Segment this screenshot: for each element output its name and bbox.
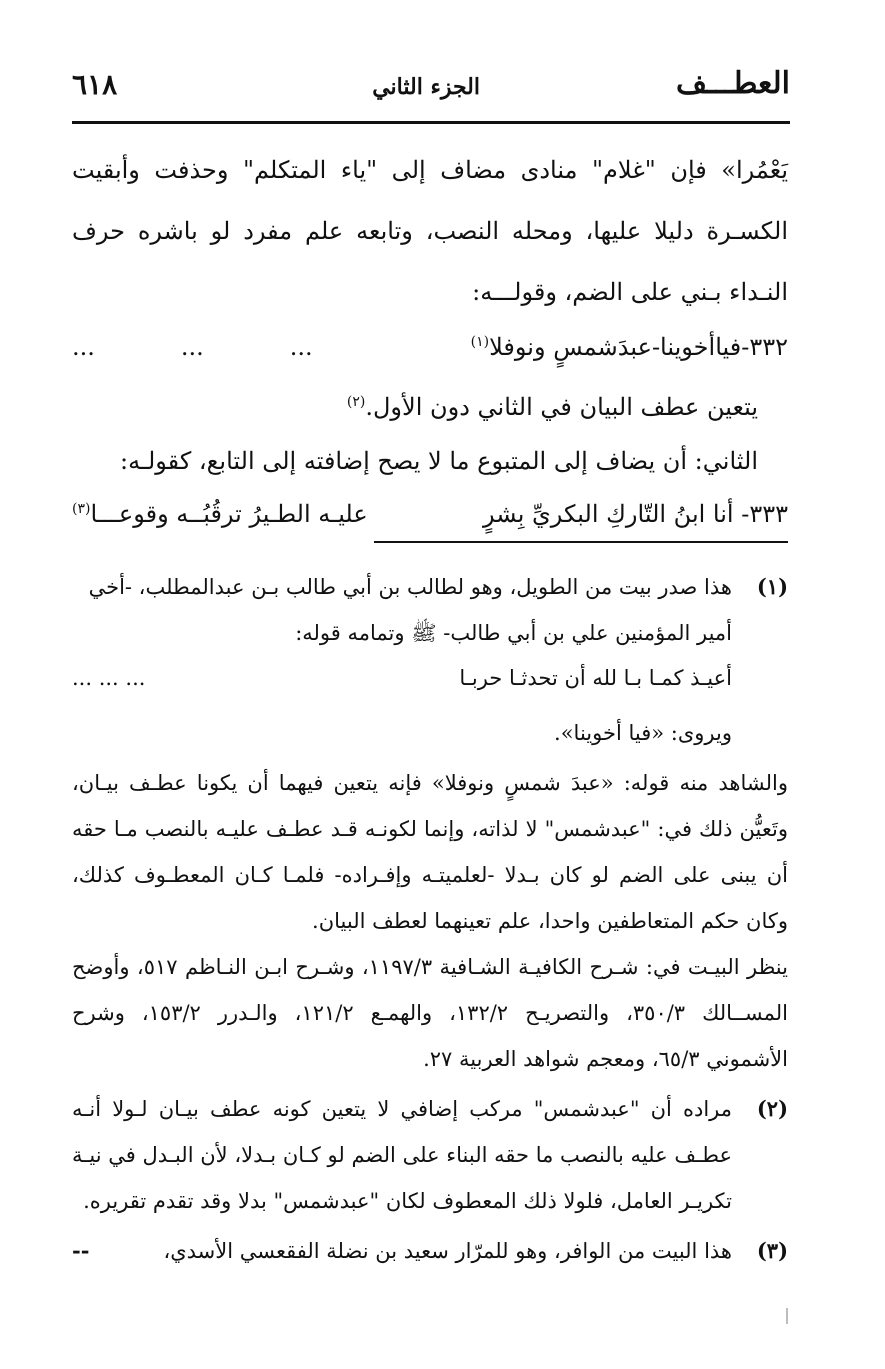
footnote-1-verse bbox=[72, 660, 788, 710]
footnote-number: (١) bbox=[756, 574, 788, 599]
verse-333 bbox=[72, 490, 788, 544]
verse-332 bbox=[72, 323, 788, 377]
dots: ... bbox=[72, 333, 95, 361]
footnote-1-sources: ينظر البيـت في: شـرح الكافيـة الشـافية ١١٩٧/٣، وشـرح ابـن النـاظم ٥١٧، وأوضح المســالك ٣٥٠/٣، والتصريـح ١٣٢/٢، والهمـع ١٢١/٢، والـدرر ١٥٣/٢، وشرح الأشموني ٦٥/٣، ومعجم شواهد العربية ٢٧. bbox=[72, 955, 788, 1071]
footnote-line: هذا صدر بيت من الطويل، وهو لطالب بن أبي طالب بـن عبدالمطلب، -أخي bbox=[88, 575, 732, 599]
header-rule bbox=[72, 121, 790, 124]
verse-333-second-text: عليـه الطـيرُ ترقُبُــه وقوعـــا bbox=[90, 500, 368, 528]
footnote-1-witness: والشاهد منه قوله: «عبدَ شمسٍ ونوفلا» فإنه يتعين فيهما أن يكونا عطـف بيـان، وتَعيُّن ذلك في: "عبدشمس" لا لذاته، وإنما لكونـه قـد عطـف عليـه بالنصب مـا حقه أن يبنى على الضم لو كان بـدلا -لعلميتـه وإفـراده- فلمـا كـان المعطـوف كذلك، وكان حكم المتعاطفين واحدا، علم تعينهما لعطف البيان. bbox=[72, 771, 788, 933]
dots: ... bbox=[180, 333, 204, 361]
paragraph-1: يَعْمُرا» فإن "غلام" منادى مضاف إلى "ياء المتكلم" وحذفت وأبقيت الكسـرة دليلا عليها، ومحله النصب، وتابعه علم مفرد لو باشره حرف النـداء بـني على الضم، وقولـــه: bbox=[72, 156, 788, 306]
verse-332-first bbox=[471, 333, 788, 361]
footnote-2 bbox=[72, 1086, 788, 1224]
footnote-line: ويروى: «فيا أخوينا». bbox=[554, 721, 732, 745]
page-header bbox=[72, 66, 790, 112]
part-title: الجزء الثاني bbox=[372, 74, 480, 100]
footnote-ref-1[interactable]: (١) bbox=[470, 334, 490, 350]
paragraph-3: الثاني: أن يضاف إلى المتبوع ما لا يصح إضافته إلى التابع، كقولـه: bbox=[119, 447, 758, 475]
footnote-3 bbox=[72, 1228, 788, 1274]
footnote-verse-dots: ... ... ... bbox=[72, 666, 146, 690]
paragraph-2 bbox=[72, 377, 788, 432]
chapter-title: العطـــف bbox=[676, 66, 790, 101]
footnote-1 bbox=[72, 564, 788, 656]
footnote-number: (٢) bbox=[756, 1096, 788, 1121]
footnote-text: هذا البيت من الوافر، وهو للمرّار سعيد بن نضلة الفقعسي الأسدي، bbox=[163, 1239, 732, 1263]
page-edge-mark bbox=[786, 1308, 788, 1324]
footnotes bbox=[72, 564, 788, 1278]
footnote-ref-2[interactable]: (٢) bbox=[346, 394, 366, 410]
footnote-verse-second: أعيـذ كمـا بـا لله أن تحدثـا حربـا bbox=[459, 666, 732, 690]
continuation-dash: -- bbox=[72, 1238, 90, 1263]
footnote-number: (٣) bbox=[756, 1238, 788, 1263]
dots: ... bbox=[289, 333, 313, 361]
paragraph-2-text: يتعين عطف البيان في الثاني دون الأول. bbox=[365, 393, 758, 421]
main-text bbox=[72, 140, 788, 544]
verse-333-second bbox=[72, 500, 368, 528]
verse-332-text: ٣٣٢-فياأخوينا-عبدَشمسٍ ونوفلا bbox=[489, 333, 788, 361]
footnote-ref-3[interactable]: (٣) bbox=[72, 501, 91, 517]
verse-333-first: ٣٣٣- أنا ابنُ التّاركِ البكريِّ بِشرٍ bbox=[483, 500, 788, 528]
footnote-1-cont bbox=[72, 710, 788, 756]
page-number: ٦١٨ bbox=[72, 68, 118, 101]
verse-332-dots bbox=[72, 333, 313, 361]
footnote-separator bbox=[374, 541, 788, 543]
footnote-line: أمير المؤمنين علي بن أبي طالب- ﷺ وتمامه قوله: bbox=[295, 621, 732, 645]
footnote-text: مراده أن "عبدشمس" مركب إضافي لا يتعين كونه عطف بيـان لـولا أنـه عطـف عليه بالنصب ما حقه البناء على الضم لو كـان بـدلا، لأن البـدل في نيـة تكريـر العامل، فلولا ذلك المعطوف لكان "عبدشمس" بدلا وقد تقدم تقريره. bbox=[72, 1097, 732, 1213]
